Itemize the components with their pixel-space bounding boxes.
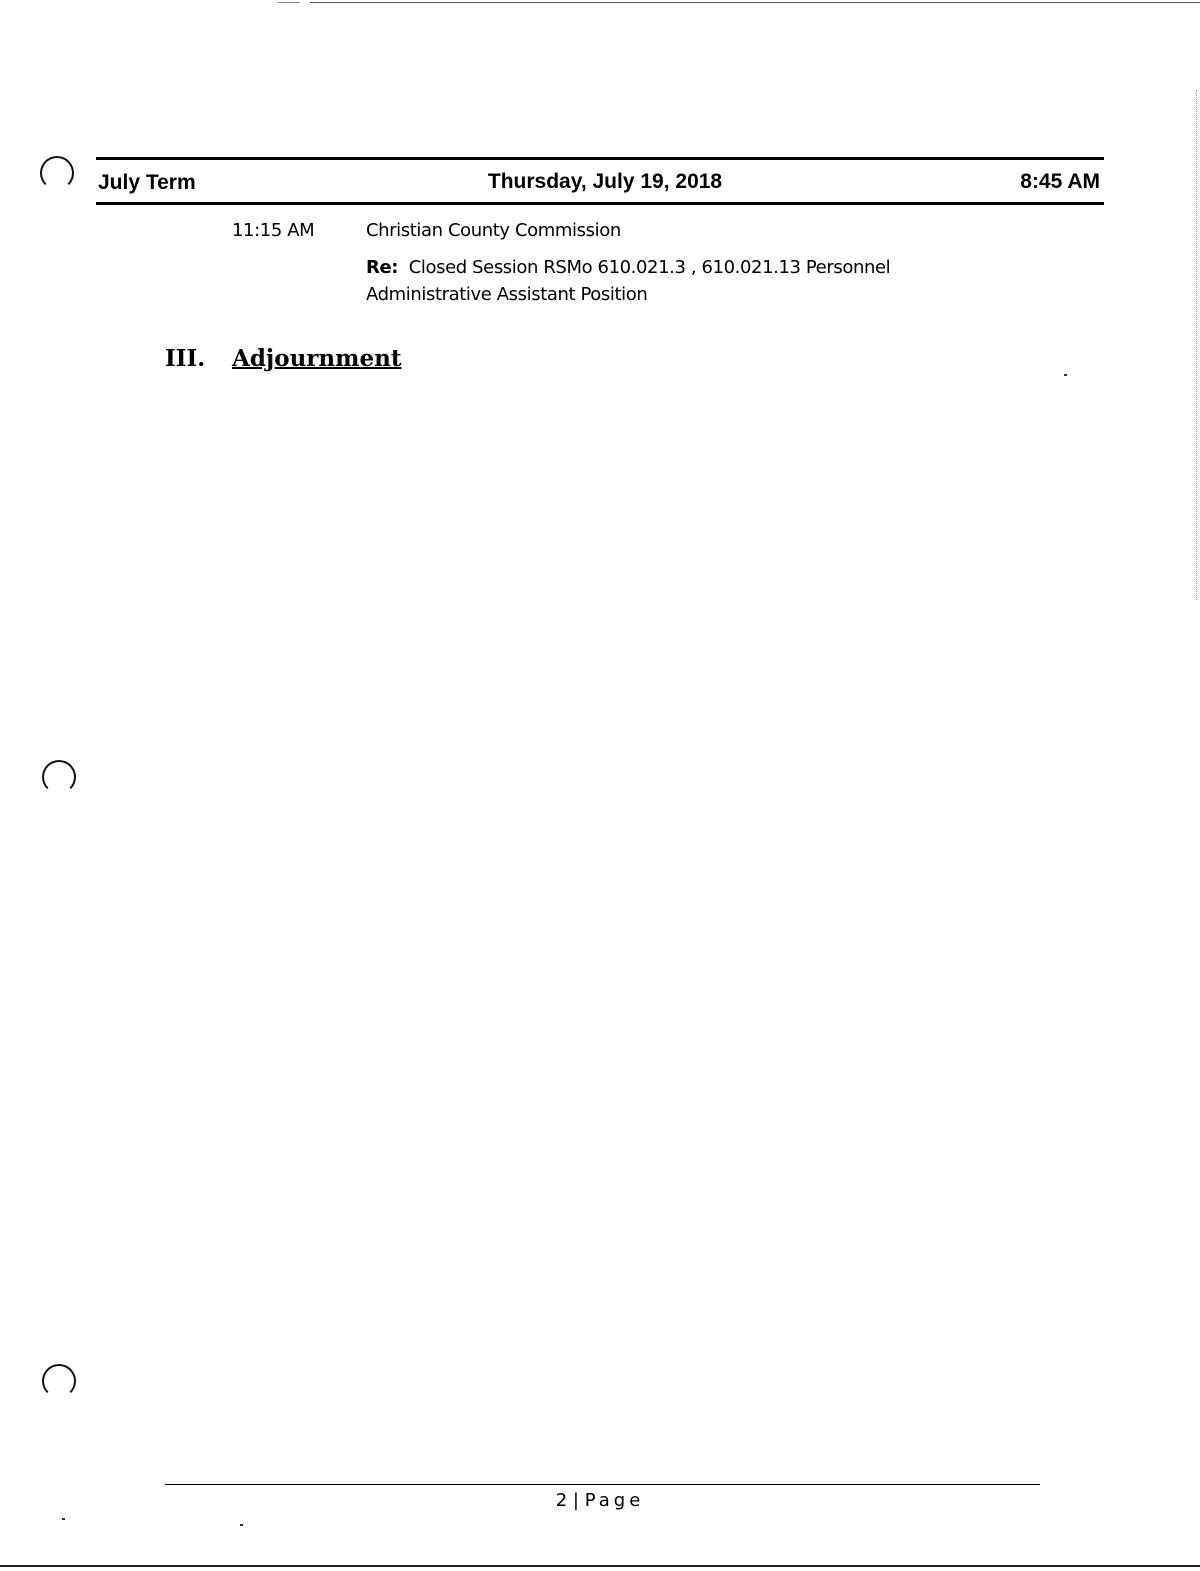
section-title: Adjournment bbox=[232, 345, 402, 372]
scan-speck bbox=[1064, 374, 1067, 376]
term-label: July Term bbox=[98, 171, 196, 194]
page-separator: | bbox=[572, 1490, 579, 1511]
scan-artifact-top-line bbox=[310, 2, 1200, 3]
punch-hole-top bbox=[40, 156, 74, 190]
page-footer bbox=[500, 1490, 700, 1512]
punch-hole-middle bbox=[42, 760, 76, 794]
header-rule-top bbox=[96, 157, 1104, 160]
scan-speck bbox=[62, 1518, 65, 1520]
section-numeral: III. bbox=[165, 345, 206, 372]
scan-artifact-top-dash bbox=[278, 2, 300, 3]
re-text: Closed Session RSMo 610.021.3 , 610.021.13 Personnel bbox=[408, 257, 891, 278]
agenda-item-time: 11:15 AM bbox=[232, 220, 315, 241]
scan-artifact-right-edge bbox=[1196, 90, 1197, 600]
agenda-item-re bbox=[366, 257, 890, 279]
meeting-date: Thursday, July 19, 2018 bbox=[487, 170, 723, 193]
footer-rule bbox=[165, 1484, 1040, 1485]
meeting-time: 8:45 AM bbox=[1020, 170, 1100, 193]
agenda-item-description: Administrative Assistant Position bbox=[366, 284, 648, 305]
page-word: Page bbox=[584, 1490, 645, 1511]
agenda-item-title: Christian County Commission bbox=[366, 220, 621, 241]
scan-speck bbox=[240, 1524, 243, 1526]
header-rule-bottom bbox=[96, 202, 1104, 205]
re-label: Re: bbox=[366, 257, 399, 278]
page-number: 2 bbox=[555, 1490, 568, 1511]
punch-hole-bottom bbox=[42, 1364, 76, 1398]
scan-artifact-bottom-line bbox=[0, 1565, 1200, 1567]
